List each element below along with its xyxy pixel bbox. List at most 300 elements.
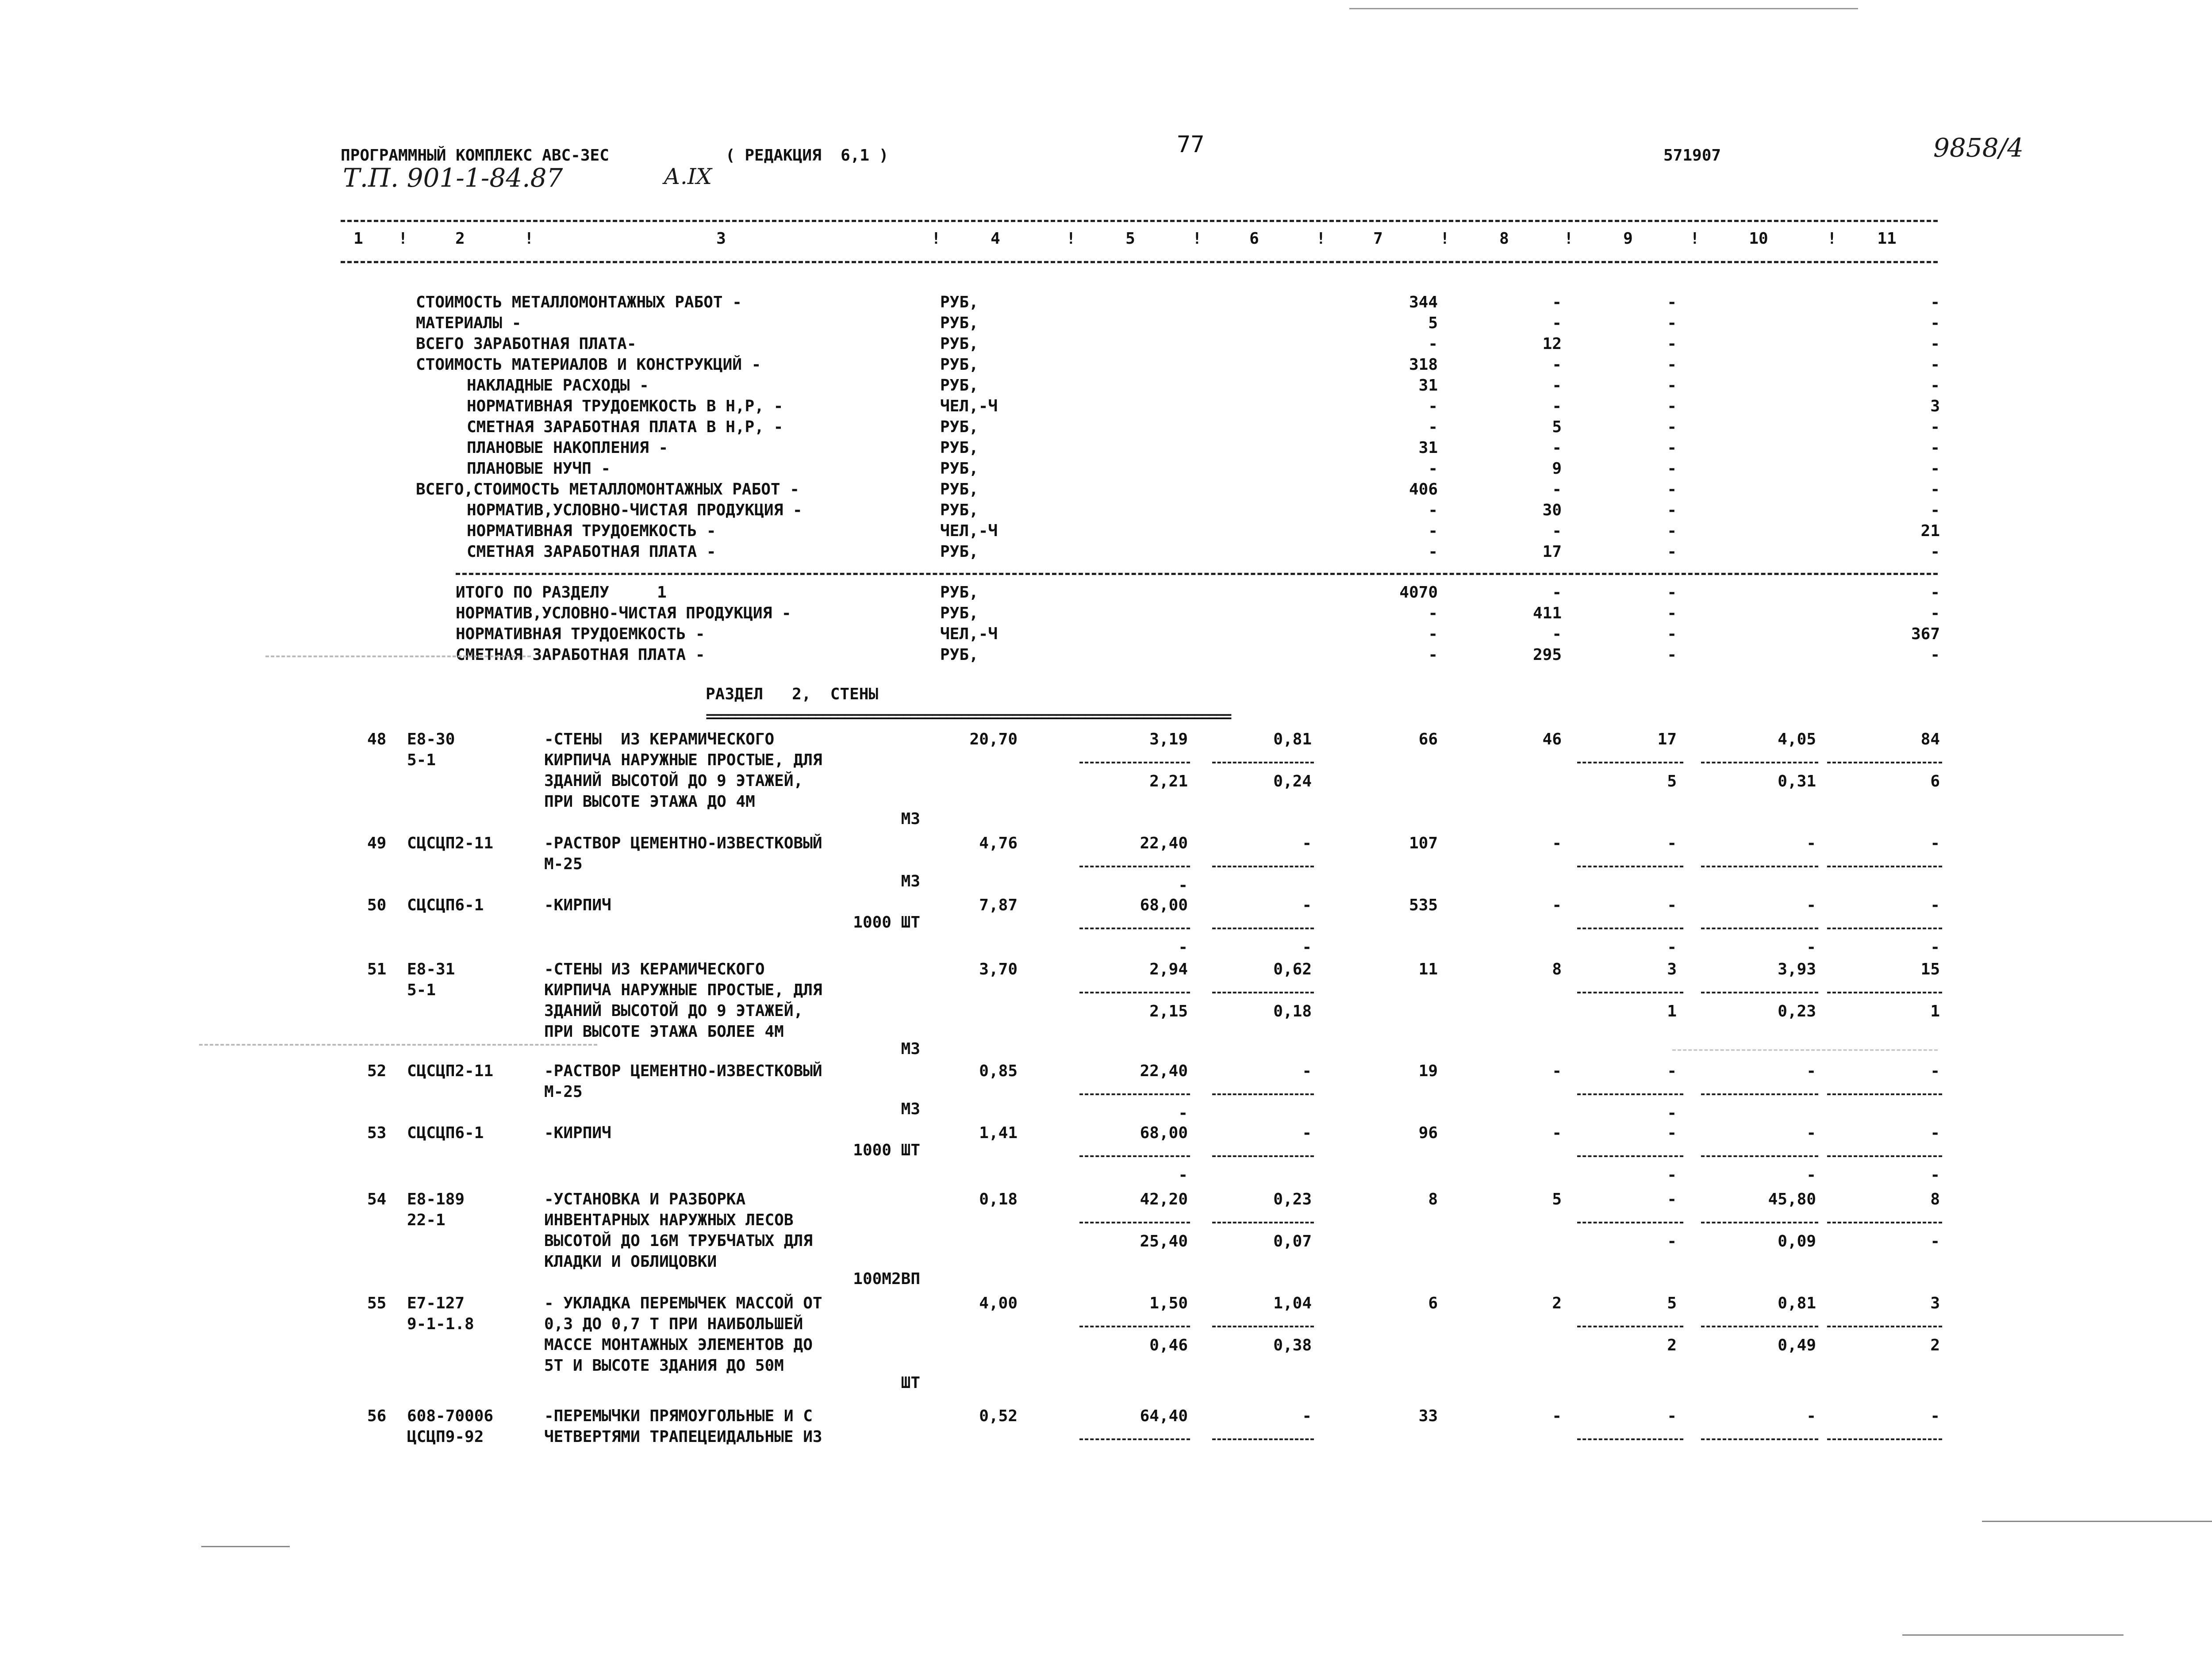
item-col10: 3,93 (1778, 960, 1816, 978)
item-description-line: -УСТАНОВКА И РАЗБОРКА (544, 1190, 746, 1208)
item-unit: 1000 ШТ (853, 1141, 920, 1159)
item-underline-col9 (1577, 992, 1683, 993)
item-code-ref: 22-1 (407, 1211, 445, 1229)
item-underline-col9 (1577, 1438, 1683, 1440)
summary-col7: - (1428, 501, 1438, 519)
summary-col9: - (1667, 335, 1677, 353)
summary-label: СМЕТНАЯ ЗАРАБОТНАЯ ПЛАТА В Н,Р, - (467, 418, 783, 436)
item-col11: 3 (1930, 1294, 1940, 1312)
item-number: 48 (367, 730, 387, 748)
item-code-ref: 5-1 (407, 981, 436, 999)
item-number: 55 (367, 1294, 387, 1312)
item-underline-col5 (1079, 762, 1190, 763)
column-separator: ! (1440, 230, 1450, 248)
item-description-line: 5Т И ВЫСОТЕ ЗДАНИЯ ДО 50М (544, 1357, 784, 1375)
item-col9-sub: - (1667, 938, 1677, 956)
summary-col7: 5 (1428, 314, 1438, 332)
item-number: 53 (367, 1124, 387, 1142)
item-number: 52 (367, 1062, 387, 1080)
item-quantity: 0,85 (979, 1062, 1018, 1080)
item-quantity: 7,87 (979, 896, 1018, 914)
summary-col7: - (1428, 625, 1438, 643)
summary-unit: ЧЕЛ,-Ч (940, 522, 998, 540)
item-description-line: -РАСТВОР ЦЕМЕНТНО-ИЗВЕСТКОВЫЙ (544, 1062, 822, 1080)
item-col9-sub: - (1667, 1104, 1677, 1122)
summary-col9: - (1667, 439, 1677, 457)
item-operating-cost: - (1302, 834, 1312, 852)
summary-col9: - (1667, 522, 1677, 540)
item-underline-col10 (1701, 762, 1818, 763)
column-separator: ! (1192, 230, 1202, 248)
column-number: 1 (353, 230, 363, 248)
summary-label: ИТОГО ПО РАЗДЕЛУ 1 (456, 583, 667, 602)
item-number: 56 (367, 1407, 387, 1425)
item-description-line: ВЫСОТОЙ ДО 16М ТРУБЧАТЫХ ДЛЯ (544, 1232, 813, 1250)
summary-col11: 367 (1911, 625, 1940, 643)
summary-unit: РУБ, (940, 480, 979, 498)
summary-label: НОРМАТИВНАЯ ТРУДОЕМКОСТЬ В Н,Р, - (467, 397, 783, 415)
item-quantity: 4,76 (979, 834, 1018, 852)
summary-col11: - (1930, 604, 1940, 622)
item-col10: 4,05 (1778, 730, 1816, 748)
column-separator: ! (1316, 230, 1326, 248)
item-unit-wage: - (1178, 1166, 1188, 1184)
summary-col9: - (1667, 418, 1677, 436)
item-underline-col11 (1827, 1222, 1942, 1223)
summary-col9: - (1667, 583, 1677, 602)
item-code-ref: 5-1 (407, 751, 436, 769)
item-code: 608-70006 (407, 1407, 494, 1425)
item-unit-wage: 2,21 (1149, 772, 1188, 790)
column-number: 3 (716, 230, 726, 248)
item-col9-sub: 2 (1667, 1336, 1677, 1354)
item-description-line: -СТЕНЫ ИЗ КЕРАМИЧЕСКОГО (544, 730, 775, 748)
item-quantity: 1,41 (979, 1124, 1018, 1142)
item-description-line: ЧЕТВЕРТЯМИ ТРАПЕЦЕИДАЛЬНЫЕ ИЗ (544, 1428, 822, 1446)
column-separator: ! (1564, 230, 1574, 248)
summary-col9: - (1667, 460, 1677, 478)
item-description-line: КЛАДКИ И ОБЛИЦОВКИ (544, 1253, 717, 1271)
section-title: РАЗДЕЛ 2, СТЕНЫ (706, 685, 879, 703)
summary-col8: - (1552, 480, 1562, 498)
summary-col9: - (1667, 501, 1677, 519)
item-description-line: ЗДАНИЙ ВЫСОТОЙ ДО 9 ЭТАЖЕЙ, (544, 1002, 803, 1020)
item-operating-cost: - (1302, 1062, 1312, 1080)
item-description-line: М-25 (544, 855, 583, 873)
summary-label: НАКЛАДНЫЕ РАСХОДЫ - (467, 376, 649, 395)
item-underline-col6 (1212, 1155, 1314, 1157)
item-unit: М3 (901, 810, 920, 828)
item-col11: 8 (1930, 1190, 1940, 1208)
item-total-cost: 11 (1418, 960, 1438, 978)
item-underline-col6 (1212, 1093, 1314, 1095)
summary-col7: 406 (1409, 480, 1438, 498)
item-underline-col11 (1827, 1155, 1942, 1157)
column-number: 2 (455, 230, 465, 248)
column-separator: ! (398, 230, 408, 248)
summary-unit: РУБ, (940, 376, 979, 395)
summary-label: НОРМАТИВНАЯ ТРУДОЕМКОСТЬ - (467, 522, 716, 540)
item-description-line: МАССЕ МОНТАЖНЫХ ЭЛЕМЕНТОВ ДО (544, 1336, 813, 1354)
item-col10: 45,80 (1768, 1190, 1816, 1208)
item-operating-cost: - (1302, 896, 1312, 914)
item-quantity: 20,70 (969, 730, 1018, 748)
item-underline-col6 (1212, 1222, 1314, 1223)
summary-label: ВСЕГО ЗАРАБОТНАЯ ПЛАТА- (416, 335, 637, 353)
column-number: 10 (1749, 230, 1768, 248)
summary-col7: 344 (1409, 293, 1438, 311)
item-underline-col10 (1701, 1326, 1818, 1327)
summary-label: ПЛАНОВЫЕ НУЧП - (467, 460, 611, 478)
item-col10: - (1806, 1407, 1816, 1425)
item-col10: 0,81 (1778, 1294, 1816, 1312)
item-machine-wage: 0,18 (1273, 1002, 1312, 1020)
summary-unit: РУБ, (940, 439, 979, 457)
item-unit: 100М2ВП (853, 1270, 920, 1288)
item-underline-col11 (1827, 1093, 1942, 1095)
item-unit-cost: 68,00 (1140, 896, 1188, 914)
item-unit-wage: 2,15 (1149, 1002, 1188, 1020)
summary-unit: РУБ, (940, 293, 979, 311)
handwritten-sheet-number: 9858/4 (1933, 133, 2024, 163)
section-title-underline: ======================================================================== (706, 712, 1230, 723)
program-title: ПРОГРАММНЫЙ КОМПЛЕКС АВС-3ЕС (341, 146, 609, 165)
summary-unit: ЧЕЛ,-Ч (940, 625, 998, 643)
summary-col9: - (1667, 646, 1677, 664)
handwritten-album: А.IX (664, 164, 712, 189)
scan-artifact (199, 1044, 597, 1046)
summary-col11: 3 (1930, 397, 1940, 415)
summary-col8: 5 (1552, 418, 1562, 436)
scan-artifact (1672, 1049, 1938, 1051)
item-description-line: -КИРПИЧ (544, 1124, 611, 1142)
item-description-line: -РАСТВОР ЦЕМЕНТНО-ИЗВЕСТКОВЫЙ (544, 834, 822, 852)
page-number: 77 (1177, 131, 1205, 158)
item-unit-wage: - (1178, 876, 1188, 894)
item-col11: - (1930, 896, 1940, 914)
item-code: СЦСЦП2-11 (407, 834, 494, 852)
item-col11-sub: 6 (1930, 772, 1940, 790)
item-col11-sub: - (1930, 1232, 1940, 1250)
summary-unit: РУБ, (940, 604, 979, 622)
item-machine-wage: 0,38 (1273, 1336, 1312, 1354)
item-underline-col6 (1212, 1326, 1314, 1327)
item-operating-cost: - (1302, 1124, 1312, 1142)
item-underline-col10 (1701, 928, 1818, 929)
summary-col11: - (1930, 460, 1940, 478)
item-underline-col9 (1577, 1326, 1683, 1327)
item-unit: ШТ (901, 1374, 920, 1392)
summary-col7: - (1428, 397, 1438, 415)
summary-unit: РУБ, (940, 646, 979, 664)
item-underline-col5 (1079, 1155, 1190, 1157)
summary-label: МАТЕРИАЛЫ - (416, 314, 522, 332)
summary-col8: - (1552, 314, 1562, 332)
item-underline-col9 (1577, 762, 1683, 763)
item-machine-wage: - (1302, 938, 1312, 956)
summary-col8: 17 (1542, 543, 1562, 561)
item-unit: М3 (901, 1040, 920, 1058)
item-underline-col9 (1577, 928, 1683, 929)
item-col11-sub: - (1930, 938, 1940, 956)
summary-label: СМЕТНАЯ ЗАРАБОТНАЯ ПЛАТА - (467, 543, 716, 561)
item-col10: - (1806, 896, 1816, 914)
summary-col11: - (1930, 439, 1940, 457)
summary-col7: 31 (1418, 439, 1438, 457)
item-underline-col5 (1079, 866, 1190, 867)
item-total-cost: 33 (1418, 1407, 1438, 1425)
item-unit-cost: 3,19 (1149, 730, 1188, 748)
column-number: 4 (991, 230, 1000, 248)
summary-col8: 9 (1552, 460, 1562, 478)
summary-col7: - (1428, 418, 1438, 436)
summary-col11: - (1930, 480, 1940, 498)
item-underline-col5 (1079, 1222, 1190, 1223)
summary-unit: ЧЕЛ,-Ч (940, 397, 998, 415)
summary-col9: - (1667, 376, 1677, 395)
item-operating-cost: 1,04 (1273, 1294, 1312, 1312)
summary-unit: РУБ, (940, 418, 979, 436)
item-code: СЦСЦП6-1 (407, 896, 484, 914)
summary-col8: - (1552, 522, 1562, 540)
summary-col11: - (1930, 418, 1940, 436)
item-wage-total: 5 (1552, 1190, 1562, 1208)
item-unit-cost: 22,40 (1140, 834, 1188, 852)
item-underline-col10 (1701, 1093, 1818, 1095)
summary-col7: - (1428, 522, 1438, 540)
item-operating-cost: - (1302, 1407, 1312, 1425)
item-col10: - (1806, 834, 1816, 852)
item-code: Е8-30 (407, 730, 455, 748)
header-rule-bottom (341, 261, 1938, 263)
summary-col8: - (1552, 376, 1562, 395)
item-wage-total: - (1552, 1062, 1562, 1080)
summary-label: НОРМАТИВ,УСЛОВНО-ЧИСТАЯ ПРОДУКЦИЯ - (467, 501, 803, 519)
item-operating-cost: 0,81 (1273, 730, 1312, 748)
doc-code: 571907 (1663, 146, 1721, 165)
item-description-line: - УКЛАДКА ПЕРЕМЫЧЕК МАССОЙ ОТ (544, 1294, 822, 1312)
summary-col9: - (1667, 543, 1677, 561)
item-underline-col11 (1827, 992, 1942, 993)
item-unit-wage: 0,46 (1149, 1336, 1188, 1354)
column-number: 6 (1249, 230, 1259, 248)
item-description-line: М-25 (544, 1083, 583, 1101)
summary-col7: - (1428, 335, 1438, 353)
scan-artifact (1349, 8, 1858, 9)
column-number: 11 (1877, 230, 1897, 248)
summary-label: ВСЕГО,СТОИМОСТЬ МЕТАЛЛОМОНТАЖНЫХ РАБОТ - (416, 480, 799, 498)
item-operating-cost: 0,23 (1273, 1190, 1312, 1208)
scan-artifact (1982, 1521, 2212, 1522)
summary-unit: РУБ, (940, 583, 979, 602)
item-underline-col6 (1212, 762, 1314, 763)
summary-col11: - (1930, 583, 1940, 602)
column-number: 7 (1373, 230, 1383, 248)
column-separator: ! (524, 230, 534, 248)
summary-col11: - (1930, 646, 1940, 664)
item-col9-sub: 5 (1667, 772, 1677, 790)
item-underline-col11 (1827, 928, 1942, 929)
item-wage-total: 8 (1552, 960, 1562, 978)
item-wage-total: - (1552, 834, 1562, 852)
summary-col8: - (1552, 583, 1562, 602)
summary-col11: - (1930, 356, 1940, 374)
item-underline-col11 (1827, 1438, 1942, 1440)
column-separator: ! (1690, 230, 1700, 248)
item-underline-col5 (1079, 1326, 1190, 1327)
item-quantity: 3,70 (979, 960, 1018, 978)
item-code-ref: 9-1-1.8 (407, 1315, 474, 1333)
item-code: Е7-127 (407, 1294, 465, 1312)
summary-label: НОРМАТИВНАЯ ТРУДОЕМКОСТЬ - (456, 625, 705, 643)
item-unit: 1000 ШТ (853, 913, 920, 932)
summary-col11: - (1930, 501, 1940, 519)
summary-col9: - (1667, 604, 1677, 622)
item-underline-col9 (1577, 1093, 1683, 1095)
item-col9: - (1667, 896, 1677, 914)
summary-col9: - (1667, 356, 1677, 374)
column-separator: ! (1066, 230, 1076, 248)
item-code: Е8-189 (407, 1190, 465, 1208)
item-description-line: КИРПИЧА НАРУЖНЫЕ ПРОСТЫЕ, ДЛЯ (544, 981, 822, 999)
item-total-cost: 19 (1418, 1062, 1438, 1080)
item-col11: 15 (1920, 960, 1940, 978)
item-col10-sub: - (1806, 938, 1816, 956)
item-col9: - (1667, 1190, 1677, 1208)
item-col10-sub: 0,31 (1778, 772, 1816, 790)
item-col9: 3 (1667, 960, 1677, 978)
item-description-line: -ПЕРЕМЫЧКИ ПРЯМОУГОЛЬНЫЕ И С (544, 1407, 813, 1425)
item-underline-col6 (1212, 992, 1314, 993)
item-col11: - (1930, 1062, 1940, 1080)
scan-artifact (1902, 1634, 2124, 1636)
item-underline-col6 (1212, 866, 1314, 867)
item-col10: - (1806, 1124, 1816, 1142)
summary-label: СТОИМОСТЬ МЕТАЛЛОМОНТАЖНЫХ РАБОТ - (416, 293, 742, 311)
item-unit-cost: 2,94 (1149, 960, 1188, 978)
item-description-line: ЗДАНИЙ ВЫСОТОЙ ДО 9 ЭТАЖЕЙ, (544, 772, 803, 790)
summary-col8: - (1552, 397, 1562, 415)
summary-col8: - (1552, 356, 1562, 374)
item-description-line: ПРИ ВЫСОТЕ ЭТАЖА БОЛЕЕ 4М (544, 1023, 784, 1041)
summary-col7: 318 (1409, 356, 1438, 374)
summary-col11: 21 (1920, 522, 1940, 540)
item-underline-col5 (1079, 928, 1190, 929)
scan-artifact (265, 656, 531, 657)
item-underline-col5 (1079, 992, 1190, 993)
item-description-line: -КИРПИЧ (544, 896, 611, 914)
summary-unit: РУБ, (940, 356, 979, 374)
item-unit-cost: 42,20 (1140, 1190, 1188, 1208)
summary-label: ПЛАНОВЫЕ НАКОПЛЕНИЯ - (467, 439, 668, 457)
summary-col8: 30 (1542, 501, 1562, 519)
item-underline-col6 (1212, 928, 1314, 929)
item-underline-col10 (1701, 1438, 1818, 1440)
item-underline-col11 (1827, 1326, 1942, 1327)
summary-unit: РУБ, (940, 501, 979, 519)
item-underline-col10 (1701, 1155, 1818, 1157)
summary-col8: - (1552, 625, 1562, 643)
item-underline-col10 (1701, 992, 1818, 993)
summary-col11: - (1930, 335, 1940, 353)
item-col9: - (1667, 1062, 1677, 1080)
item-description-line: ПРИ ВЫСОТЕ ЭТАЖА ДО 4М (544, 793, 755, 811)
summary-col7: 31 (1418, 376, 1438, 395)
summary-col11: - (1930, 376, 1940, 395)
item-number: 51 (367, 960, 387, 978)
column-separator: ! (931, 230, 941, 248)
summary-label: СТОИМОСТЬ МАТЕРИАЛОВ И КОНСТРУКЦИЙ - (416, 356, 761, 374)
item-underline-col9 (1577, 1222, 1683, 1223)
summary-unit: РУБ, (940, 460, 979, 478)
item-col11: - (1930, 834, 1940, 852)
column-number: 5 (1125, 230, 1135, 248)
item-description-line: 0,3 ДО 0,7 Т ПРИ НАИБОЛЬШЕЙ (544, 1315, 803, 1333)
item-total-cost: 66 (1418, 730, 1438, 748)
item-number: 50 (367, 896, 387, 914)
item-unit-cost: 1,50 (1149, 1294, 1188, 1312)
item-col11: - (1930, 1124, 1940, 1142)
item-wage-total: 46 (1542, 730, 1562, 748)
summary-label: СМЕТНАЯ ЗАРАБОТНАЯ ПЛАТА - (456, 646, 705, 664)
item-total-cost: 96 (1418, 1124, 1438, 1142)
item-underline-col5 (1079, 1438, 1190, 1440)
item-col10-sub: - (1806, 1166, 1816, 1184)
item-quantity: 0,52 (979, 1407, 1018, 1425)
item-unit: М3 (901, 1100, 920, 1118)
item-underline-col11 (1827, 866, 1942, 867)
item-machine-wage: 0,07 (1273, 1232, 1312, 1250)
summary-unit: РУБ, (940, 335, 979, 353)
summary-col7: - (1428, 460, 1438, 478)
summary-col11: - (1930, 293, 1940, 311)
column-number: 8 (1499, 230, 1509, 248)
summary-unit: РУБ, (940, 543, 979, 561)
item-unit-wage: - (1178, 1104, 1188, 1122)
handwritten-project-number: Т.П. 901-1-84.87 (343, 163, 563, 193)
item-number: 54 (367, 1190, 387, 1208)
column-separator: ! (1827, 230, 1837, 248)
summary-col8: - (1552, 293, 1562, 311)
summary-col11: - (1930, 314, 1940, 332)
item-col9-sub: - (1667, 1166, 1677, 1184)
summary-col7: - (1428, 543, 1438, 561)
item-wage-total: - (1552, 896, 1562, 914)
item-code: СЦСЦП6-1 (407, 1124, 484, 1142)
item-col9: - (1667, 1407, 1677, 1425)
summary-col8: 12 (1542, 335, 1562, 353)
item-col9: 17 (1657, 730, 1677, 748)
item-col9: - (1667, 1124, 1677, 1142)
item-col10-sub: 0,09 (1778, 1232, 1816, 1250)
item-col11: 84 (1920, 730, 1940, 748)
item-col9-sub: - (1667, 1232, 1677, 1250)
item-col10-sub: 0,49 (1778, 1336, 1816, 1354)
item-col11-sub: 2 (1930, 1336, 1940, 1354)
summary-col9: - (1667, 625, 1677, 643)
item-total-cost: 8 (1428, 1190, 1438, 1208)
item-machine-wage: 0,24 (1273, 772, 1312, 790)
item-total-cost: 535 (1409, 896, 1438, 914)
item-description-line: КИРПИЧА НАРУЖНЫЕ ПРОСТЫЕ, ДЛЯ (544, 751, 822, 769)
item-wage-total: 2 (1552, 1294, 1562, 1312)
item-col9: 5 (1667, 1294, 1677, 1312)
summary-col8: 411 (1532, 604, 1562, 622)
item-underline-col10 (1701, 866, 1818, 867)
item-underline-col9 (1577, 866, 1683, 867)
item-unit-cost: 68,00 (1140, 1124, 1188, 1142)
item-col10: - (1806, 1062, 1816, 1080)
